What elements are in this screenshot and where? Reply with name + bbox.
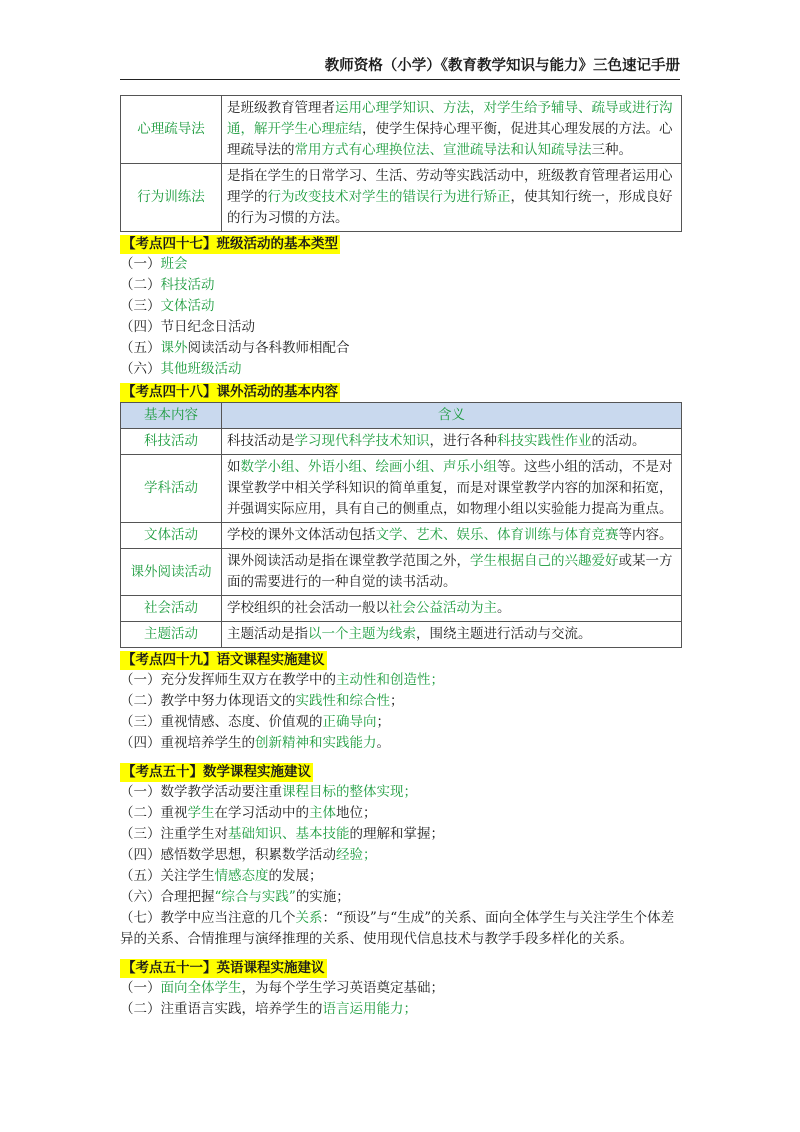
list-item [120, 712, 682, 733]
text-segment: 行为改变技术对学生的错误行为进行矫正 [267, 189, 511, 205]
activity-description [222, 596, 682, 622]
text-segment: 如 [227, 459, 241, 475]
method-description [222, 164, 682, 232]
list-item [120, 887, 682, 908]
text-segment: （三） [120, 298, 161, 314]
list-item [120, 254, 682, 275]
text-segment: ； [376, 714, 390, 730]
text-segment: 的发展； [268, 868, 323, 884]
text-segment: 课外 [160, 340, 188, 356]
text-segment: 的实施； [295, 889, 350, 905]
text-segment: 或某一方面的需要进行的一种自觉的读书活动。 [227, 553, 673, 590]
table-row [121, 523, 682, 549]
text-segment: 其他班级活动 [160, 361, 242, 377]
list-item [120, 908, 682, 950]
activity-name: 课外阅读活动 [121, 549, 222, 596]
table-row [121, 455, 682, 523]
text-segment: 课外阅读活动是指在课堂教学范围之外， [227, 553, 470, 569]
text-segment: 文体活动 [160, 298, 215, 314]
text-segment: 学生 [187, 805, 215, 821]
text-segment: 是指在学生的日常学习、生活、劳动等实践活动中，班级教育管理者运用心理学的 [227, 168, 673, 205]
text-segment: ：“预设”与“生成”的关系、面向全体学生与关注学生个体差异的关系、合情推理与演绎推理的关系、使用现代信息技术与教学手段多样化的关系。 [120, 910, 675, 947]
table-row [121, 622, 682, 648]
method-name: 行为训练法 [121, 164, 222, 232]
text-segment: ，使学生保持心理平衡，促进其心理发展的方法。心理疏导法的 [227, 121, 673, 158]
text-segment: 主体 [309, 805, 336, 821]
method-description [222, 96, 682, 164]
activity-table-header-content: 基本内容 [121, 403, 222, 429]
text-segment: 科技实践性作业 [497, 433, 592, 449]
text-segment: 科技活动 [160, 277, 215, 293]
text-segment: 学生根据自己的兴趣爱好 [470, 553, 619, 569]
text-segment: （二）教学中努力体现语文的 [120, 693, 296, 709]
table-row [121, 164, 682, 232]
text-segment: （五）关注学生 [120, 868, 215, 884]
text-segment: 基础知识、基本技能 [228, 826, 350, 842]
list-item [120, 733, 682, 754]
text-segment: 主题活动是指 [227, 626, 308, 642]
list-item [120, 296, 682, 317]
list-item [120, 338, 682, 359]
text-segment: （六）合理把握 [120, 889, 215, 905]
activity-name: 主题活动 [121, 622, 222, 648]
text-segment: 社会公益活动为主 [389, 600, 497, 616]
text-segment: 情感态度 [214, 868, 269, 884]
text-segment: 是班级教育管理者 [227, 100, 335, 116]
text-segment: （四）重视培养学生的 [120, 735, 255, 751]
text-segment: 。 [497, 600, 511, 616]
text-segment: 数学小组、外语小组、绘画小组、声乐小组 [240, 459, 497, 475]
text-segment: 节日纪念日活动 [160, 319, 255, 335]
activity-description [222, 455, 682, 523]
text-segment: ； [390, 693, 404, 709]
kp49-list [120, 670, 682, 754]
text-segment: 关系 [295, 910, 323, 926]
list-item [120, 978, 682, 999]
text-segment: 经验； [336, 847, 377, 863]
list-item [120, 866, 682, 887]
text-segment: 班会 [160, 256, 188, 272]
text-segment: 地位； [336, 805, 377, 821]
text-segment: （一）充分发挥师生双方在教学中的 [120, 672, 336, 688]
text-segment: （二）注重语言实践，培养学生的 [120, 1001, 323, 1017]
text-segment: 创新精神和实践能力 [255, 735, 377, 751]
activity-description [222, 429, 682, 455]
text-segment: （一） [120, 256, 161, 272]
page-header: 教师资格（小学）《教育教学知识与能力》三色速记手册 [120, 54, 680, 80]
list-item [120, 670, 682, 691]
list-item [120, 317, 682, 338]
text-segment: 等内容。 [618, 527, 673, 543]
text-segment: 以一个主题为线索 [308, 626, 416, 642]
kp47-list [120, 254, 682, 380]
text-segment: 主动性和创造性； [336, 672, 444, 688]
text-segment: 等。这些小组的活动，不是对课堂教学中相关学科知识的简单重复，而是对课堂教学内容的加深和拓宽，并强调实际应用，具有自己的侧重点，如物理小组以实验能力提高为重点。 [227, 459, 673, 517]
text-segment: ，围绕主题进行活动与交流。 [416, 626, 592, 642]
method-table [120, 95, 682, 232]
activity-table [120, 402, 682, 648]
text-segment: ，进行各种 [429, 433, 497, 449]
text-segment: 学校组织的社会活动一般以 [227, 600, 389, 616]
text-segment: 面向全体学生 [160, 980, 242, 996]
activity-description [222, 523, 682, 549]
activity-name: 科技活动 [121, 429, 222, 455]
kp51-list [120, 978, 682, 1020]
kp47-title: 【考点四十七】班级活动的基本类型 [122, 236, 338, 252]
activity-name: 学科活动 [121, 455, 222, 523]
list-item [120, 845, 682, 866]
list-item [120, 782, 682, 803]
text-segment: （三）重视情感、态度、价值观的 [120, 714, 323, 730]
text-segment: （一）数学教学活动要注重 [120, 784, 282, 800]
list-item [120, 999, 682, 1020]
list-item [120, 691, 682, 712]
list-item [120, 803, 682, 824]
text-segment: 常用方式有心理换位法、宣泄疏导法和认知疏导法 [294, 142, 592, 158]
text-segment: （四）感悟数学思想，积累数学活动 [120, 847, 336, 863]
text-segment: 学校的课外文体活动包括 [227, 527, 376, 543]
text-segment: （三）注重学生对 [120, 826, 228, 842]
text-segment: 三种。 [591, 142, 632, 158]
text-segment: 实践性和综合性 [295, 693, 390, 709]
text-segment: 科技活动是 [227, 433, 295, 449]
activity-description [222, 549, 682, 596]
text-segment: ，使其知行统一，形成良好的行为习惯的方法。 [227, 189, 673, 226]
text-segment: 的理解和掌握； [349, 826, 444, 842]
text-segment: （二）重视 [120, 805, 188, 821]
activity-table-header-meaning: 含义 [222, 403, 682, 429]
table-row [121, 429, 682, 455]
kp51-title: 【考点五十一】英语课程实施建议 [122, 960, 325, 976]
list-item [120, 275, 682, 296]
text-segment: 正确导向 [322, 714, 377, 730]
text-segment: （一） [120, 980, 161, 996]
text-segment: 学习现代科学技术知识 [294, 433, 430, 449]
text-segment: “综合与实践” [214, 889, 296, 905]
activity-name: 社会活动 [121, 596, 222, 622]
text-segment: 。 [376, 735, 390, 751]
text-segment: ，为每个学生学习英语奠定基础； [241, 980, 444, 996]
list-item [120, 359, 682, 380]
text-segment: （四） [120, 319, 161, 335]
kp49-title: 【考点四十九】语文课程实施建议 [122, 652, 325, 668]
kp50-list [120, 782, 682, 950]
activity-name: 文体活动 [121, 523, 222, 549]
list-item [120, 824, 682, 845]
text-segment: 阅读活动与各科教师相配合 [187, 340, 350, 356]
table-row [121, 96, 682, 164]
text-segment: 文学、艺术、娱乐、体育训练与体育竞赛 [375, 527, 619, 543]
activity-description [222, 622, 682, 648]
method-name: 心理疏导法 [121, 96, 222, 164]
content [120, 95, 682, 1020]
text-segment: （六） [120, 361, 161, 377]
text-segment: 在学习活动中的 [214, 805, 309, 821]
text-segment: （五） [120, 340, 161, 356]
text-segment: （二） [120, 277, 161, 293]
text-segment: 课程目标的整体实现； [282, 784, 417, 800]
text-segment: 的活动。 [591, 433, 646, 449]
kp50-title: 【考点五十】数学课程实施建议 [122, 764, 311, 780]
text-segment: （七）教学中应当注意的几个 [120, 910, 296, 926]
text-segment: 语言运用能力； [322, 1001, 417, 1017]
table-row [121, 549, 682, 596]
text-segment: 运用心理学知识、方法，对学生给予辅导、疏导或进行沟通，解开学生心理症结 [227, 100, 673, 137]
table-row [121, 596, 682, 622]
kp48-title: 【考点四十八】课外活动的基本内容 [122, 384, 338, 400]
